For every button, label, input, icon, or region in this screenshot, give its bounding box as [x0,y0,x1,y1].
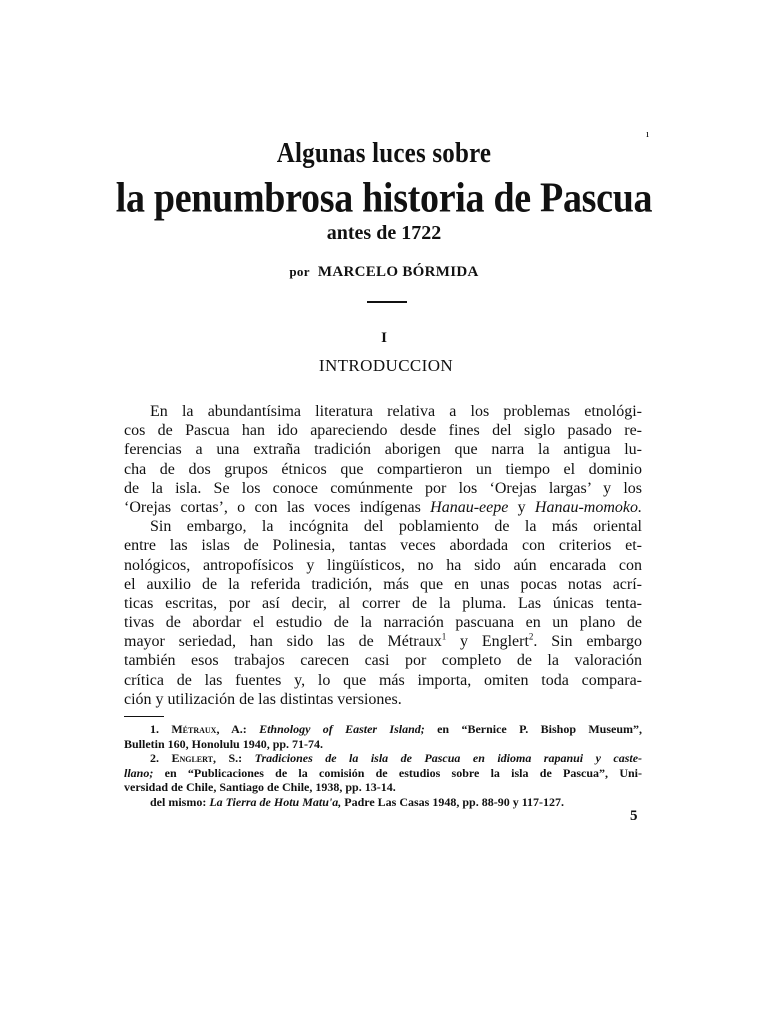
footnote-text: en “Publicaciones de la comisión de estudios sobre la isla de Pascua”, Uni- [153,765,642,780]
footnote-text: , A.: [216,722,260,736]
body-line: crítica de las fuentes y, lo que más importa, omiten toda compara- [124,671,642,689]
body-line: cos de Pascua han ido apareciendo desde fines del siglo pasado re- [124,422,642,440]
footnote-line [124,751,642,766]
body-text-run: . Sin embargo [533,633,643,651]
footnote-divider [124,716,164,717]
footnote-number: 1. [150,722,172,736]
footnote-text: del mismo: [150,794,210,809]
footnote-text: Padre Las Casas 1948, pp. 88-90 y 117-127. [341,794,565,809]
body-line [124,632,642,651]
byline-por: por [289,264,310,279]
body-line: también esos trabajos carecen casi por completo de la valoración [124,652,642,670]
footnote-line: Bulletin 160, Honolulu 1940, pp. 71-74. [124,736,324,751]
footnote-line [124,795,642,810]
body-text-run: y Englert [446,633,529,651]
footnote-text: en “Bernice P. Bishop Museum”, [424,722,642,736]
title-line-3: antes de 1722 [326,222,442,244]
body-line: nológicos, antropofísicos y lingüísticos, no ha sido aún encarada con [124,556,642,574]
footnote-title: Ethnology of Easter Island; [259,722,425,736]
body-italic-term: Hanau-momoko. [534,498,643,516]
section-title: INTRODUCCION [318,356,454,375]
footnote-line [124,766,642,781]
footnote-line [124,722,642,737]
footnote-author: Métraux [171,722,217,736]
byline [0,264,768,281]
footnote-title: Tradiciones de la isla de Pascua en idioma rapanui y caste- [254,751,643,766]
body-line: tivas de abordar el estudio de la narración pascuana en un plano de [124,614,642,632]
byline-author: MARCELO BÓRMIDA [317,264,479,280]
footnote-text: , S.: [212,751,255,766]
footnotes [124,722,642,810]
page-number: 5 [630,808,638,824]
footnote-title: llano; [124,765,154,780]
body-italic-term: Hanau-eepe [430,498,509,516]
title-main: la penumbrosa historia de Pascua [115,174,653,222]
body-line [124,498,642,517]
body-line: de la isla. Se los conoce comúnmente por los ‘Orejas largas’ y los [124,479,642,497]
footnote-ref-1: 1 [441,631,447,642]
body-line: entre las islas de Polinesia, tantas veces abordada con criterios et- [124,537,642,555]
title-divider [367,301,407,303]
footnote-ref-2: 2 [528,631,534,642]
body-text-run: y [508,498,535,516]
footnote-title: La Tierra de Hotu Matu'a, [209,794,342,809]
footnote-author: Englert [171,751,213,766]
body-line: ticas escritas, por así decir, al correr de la pluma. Las únicas tenta- [124,594,642,612]
footnote-number: 2. [150,751,172,766]
body-line: Sin embargo, la incógnita del poblamiento de la más oriental [150,518,642,536]
footnote-line: versidad de Chile, Santiago de Chile, 1938, pp. 13-14. [124,780,396,795]
body-text [124,402,642,709]
title-line-1: Algunas luces sobre [276,138,492,169]
body-line: ferencias a una extraña tradición aborigen que narra la antigua lu- [124,441,642,459]
body-line: En la abundantísima literatura relativa a los problemas etnológi- [150,403,642,420]
body-text-run: ‘Orejas cortas’, o con las voces indígenas [124,498,431,516]
section-number: I [381,330,387,346]
body-text-run: mayor seriedad, han sido las de Métraux [124,633,442,651]
body-line: el auxilio de la referida tradición, más que en unas pocas notas acrí- [124,575,642,593]
body-line: cha de dos grupos étnicos que compartieron un tiempo el dominio [124,460,642,478]
body-line: ción y utilización de las distintas versiones. [124,690,402,708]
stray-mark: ı [646,128,650,140]
